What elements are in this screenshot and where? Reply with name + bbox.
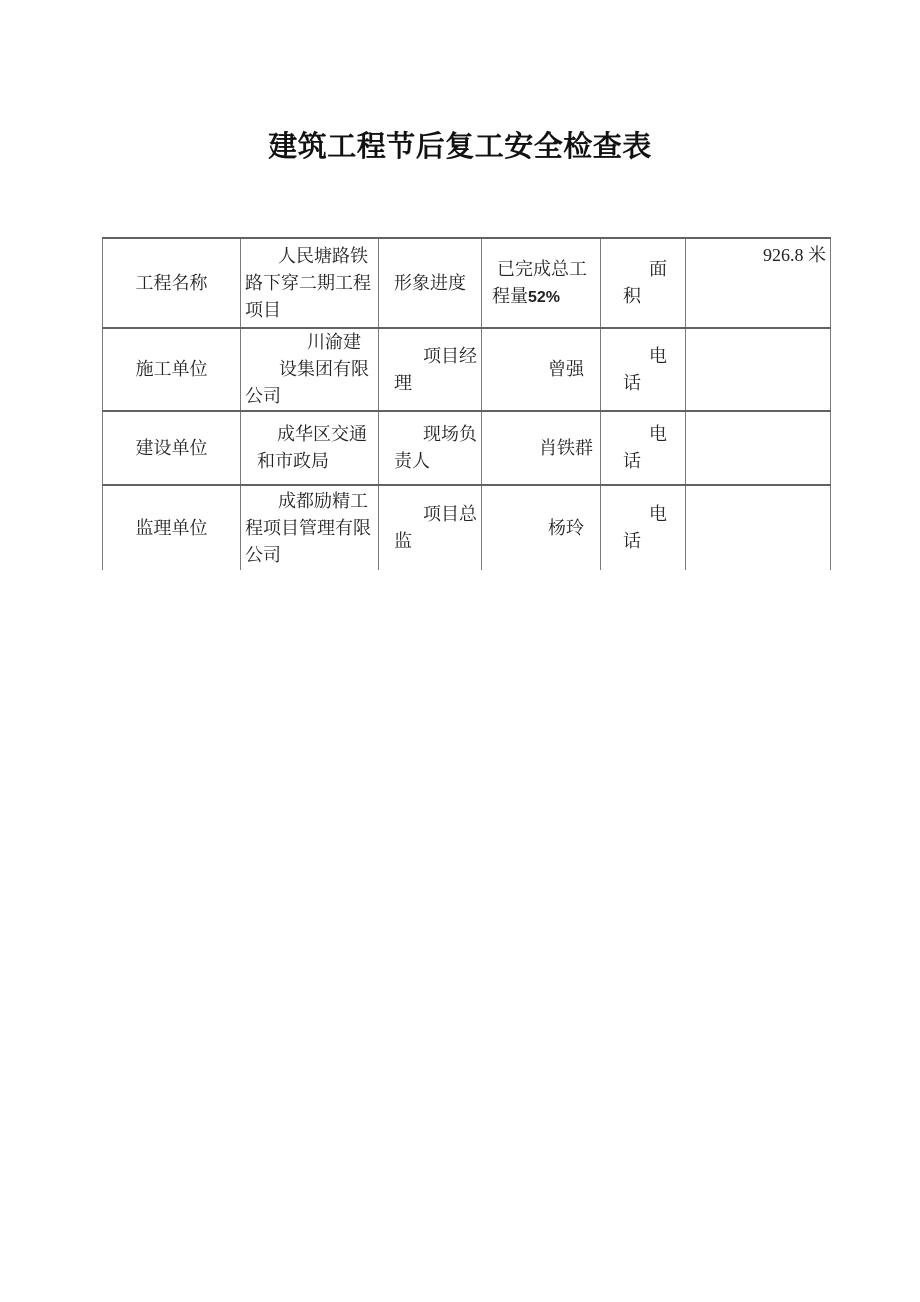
table-row-supervision-unit — [103, 485, 831, 570]
project-name-line: 路下穿二期工程 — [245, 272, 371, 293]
project-name-label-text: 工程名称 — [135, 272, 208, 293]
supervision-unit-line: 成都励精工 — [278, 490, 368, 511]
phone-label-line: 话 — [623, 451, 641, 471]
area-label-line: 面 — [649, 259, 667, 279]
cell-project-name-label — [103, 238, 241, 328]
document-title: 建筑工程节后复工安全检查表 — [268, 131, 652, 163]
phone-label-line: 话 — [623, 372, 641, 393]
cell-phone-label — [601, 485, 686, 570]
cell-project-manager-name — [482, 328, 601, 411]
project-manager-label-line: 项目经 — [423, 345, 477, 366]
site-manager-label-line: 责人 — [394, 451, 430, 471]
phone-label-line: 电 — [649, 424, 667, 444]
cell-chief-supervisor-label — [379, 485, 482, 570]
project-name-line: 项目 — [245, 299, 281, 320]
owner-unit-label-text: 建设单位 — [135, 437, 208, 458]
cell-area-value — [686, 238, 831, 328]
cell-phone-value-empty — [686, 411, 831, 485]
table-row-owner-unit — [103, 411, 831, 485]
project-info-table — [102, 237, 831, 570]
cell-chief-supervisor-name — [482, 485, 601, 570]
cell-supervision-unit-value — [241, 485, 379, 570]
cell-project-name-value — [241, 238, 379, 328]
construction-unit-line: 川渝建 — [307, 332, 361, 352]
project-manager-name-text: 曾强 — [548, 359, 584, 379]
progress-percent: 52% — [528, 288, 561, 306]
phone-label-line: 电 — [649, 345, 667, 366]
cell-phone-label — [601, 411, 686, 485]
chief-supervisor-name-text: 杨玲 — [548, 517, 584, 538]
table-row-construction-unit — [103, 328, 831, 411]
project-name-line: 人民塘路铁 — [278, 245, 368, 266]
supervision-unit-line: 公司 — [245, 544, 281, 565]
cell-progress-value — [482, 238, 601, 328]
construction-unit-line: 公司 — [245, 386, 281, 406]
cell-construction-unit-value — [241, 328, 379, 411]
cell-project-manager-label — [379, 328, 482, 411]
phone-label-line: 电 — [649, 504, 667, 524]
cell-area-label — [601, 238, 686, 328]
supervision-unit-line: 程项目管理有限 — [245, 517, 371, 538]
project-manager-label-line: 理 — [394, 372, 412, 393]
construction-unit-label-text: 施工单位 — [135, 359, 208, 379]
cell-phone-label — [601, 328, 686, 411]
cell-site-manager-label — [379, 411, 482, 485]
owner-unit-line: 和市政局 — [257, 451, 329, 471]
area-label-line: 积 — [623, 286, 641, 306]
site-manager-label-line: 现场负 — [423, 424, 477, 444]
chief-supervisor-label-line: 项目总 — [423, 504, 477, 524]
table-row-project-name — [103, 238, 831, 328]
progress-value-line — [492, 283, 590, 311]
cell-phone-value-empty — [686, 328, 831, 411]
chief-supervisor-label-line: 监 — [394, 531, 412, 551]
cell-owner-unit-label — [103, 411, 241, 485]
owner-unit-line: 成华区交通 — [277, 424, 367, 444]
progress-value-text: 程量 — [492, 285, 528, 306]
cell-supervision-unit-label — [103, 485, 241, 570]
cell-owner-unit-value — [241, 411, 379, 485]
area-value-text: 926.8 米 — [763, 245, 826, 265]
cell-progress-label — [379, 238, 482, 328]
construction-unit-line: 设集团有限 — [279, 359, 369, 379]
progress-value-line: 已完成总工 — [497, 258, 587, 279]
cell-construction-unit-label — [103, 328, 241, 411]
cell-phone-value-empty — [686, 485, 831, 570]
cell-site-manager-name — [482, 411, 601, 485]
supervision-unit-label-text: 监理单位 — [135, 517, 208, 538]
site-manager-name-text: 肖铁群 — [539, 437, 593, 458]
progress-label-text: 形象进度 — [394, 272, 466, 293]
phone-label-line: 话 — [623, 531, 641, 551]
